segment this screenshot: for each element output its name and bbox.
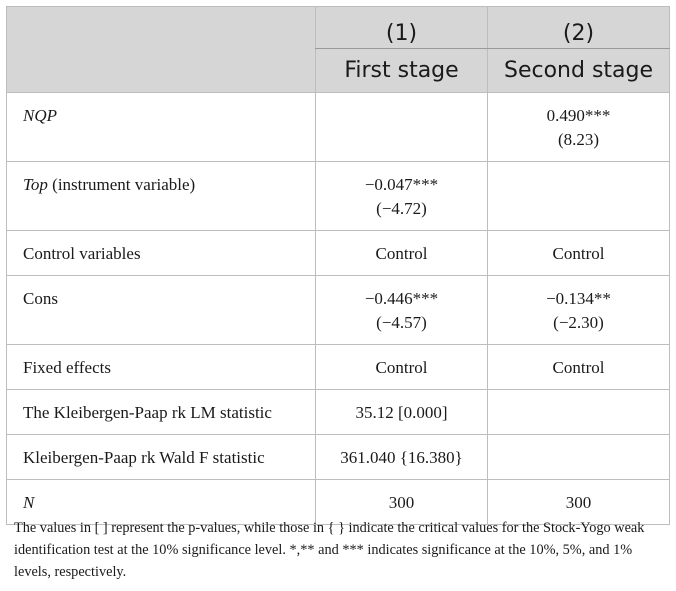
col2-tstat: (−2.30)	[553, 313, 604, 332]
header-row-numbers	[7, 7, 670, 49]
col1-cell: Control	[316, 231, 488, 276]
col1-cell	[316, 276, 488, 345]
col1-cell	[316, 93, 488, 162]
col2-cell: 300	[488, 480, 670, 525]
row-label	[7, 162, 316, 231]
row-label	[7, 345, 316, 390]
table-row	[7, 276, 670, 345]
table-body	[7, 93, 670, 525]
table-row	[7, 390, 670, 435]
col2-value: 0.490***	[546, 106, 611, 125]
row-label-italic: N	[23, 493, 35, 512]
col1-cell: 300	[316, 480, 488, 525]
col2-label: Second stage	[488, 49, 670, 93]
row-label	[7, 390, 316, 435]
col2-value: −0.134**	[546, 289, 611, 308]
table-header	[7, 7, 670, 93]
col1-number: (1)	[316, 7, 488, 49]
col1-value: −0.047***	[364, 175, 439, 194]
row-label-text: The Kleibergen-Paap rk LM statistic	[23, 403, 272, 422]
table-row	[7, 231, 670, 276]
col1-label: First stage	[316, 49, 488, 93]
header-blank-cell	[7, 49, 316, 93]
row-label-text: (instrument variable)	[47, 175, 196, 194]
row-label-text: Control variables	[23, 244, 141, 263]
table-footnote: The values in [ ] represent the p-values, while those in { } indicate the critical values for the Stock-Yogo weak identification test at the 10% significance level. *,** and *** indicates significance at the 10%, 5%, and 1% levels, respectively.	[14, 520, 645, 580]
col1-tstat: (−4.57)	[376, 313, 427, 332]
col1-cell	[316, 162, 488, 231]
row-label	[7, 231, 316, 276]
col2-cell: Control	[488, 231, 670, 276]
row-label-text: Kleibergen-Paap rk Wald F statistic	[23, 448, 265, 467]
regression-table-container	[6, 6, 669, 525]
row-label-text: Fixed effects	[23, 358, 111, 377]
col2-cell	[488, 390, 670, 435]
row-label-italic: Top	[23, 175, 48, 194]
row-label-text: Cons	[23, 289, 58, 308]
col1-tstat: (−4.72)	[376, 199, 427, 218]
col2-cell	[488, 435, 670, 480]
row-label-italic: NQP	[23, 106, 57, 125]
col2-cell: Control	[488, 345, 670, 390]
col1-cell: 35.12 [0.000]	[316, 390, 488, 435]
col2-cell	[488, 162, 670, 231]
header-blank-cell	[7, 7, 316, 49]
col2-cell	[488, 276, 670, 345]
table-row	[7, 345, 670, 390]
col1-cell: 361.040 {16.380}	[316, 435, 488, 480]
col1-value: −0.446***	[364, 289, 439, 308]
header-row-labels	[7, 49, 670, 93]
regression-table	[6, 6, 670, 525]
col2-number: (2)	[488, 7, 670, 49]
table-row	[7, 435, 670, 480]
row-label	[7, 276, 316, 345]
row-label	[7, 435, 316, 480]
col2-tstat: (8.23)	[557, 130, 600, 149]
table-row	[7, 162, 670, 231]
row-label	[7, 93, 316, 162]
table-row	[7, 93, 670, 162]
col1-cell: Control	[316, 345, 488, 390]
col2-cell	[488, 93, 670, 162]
